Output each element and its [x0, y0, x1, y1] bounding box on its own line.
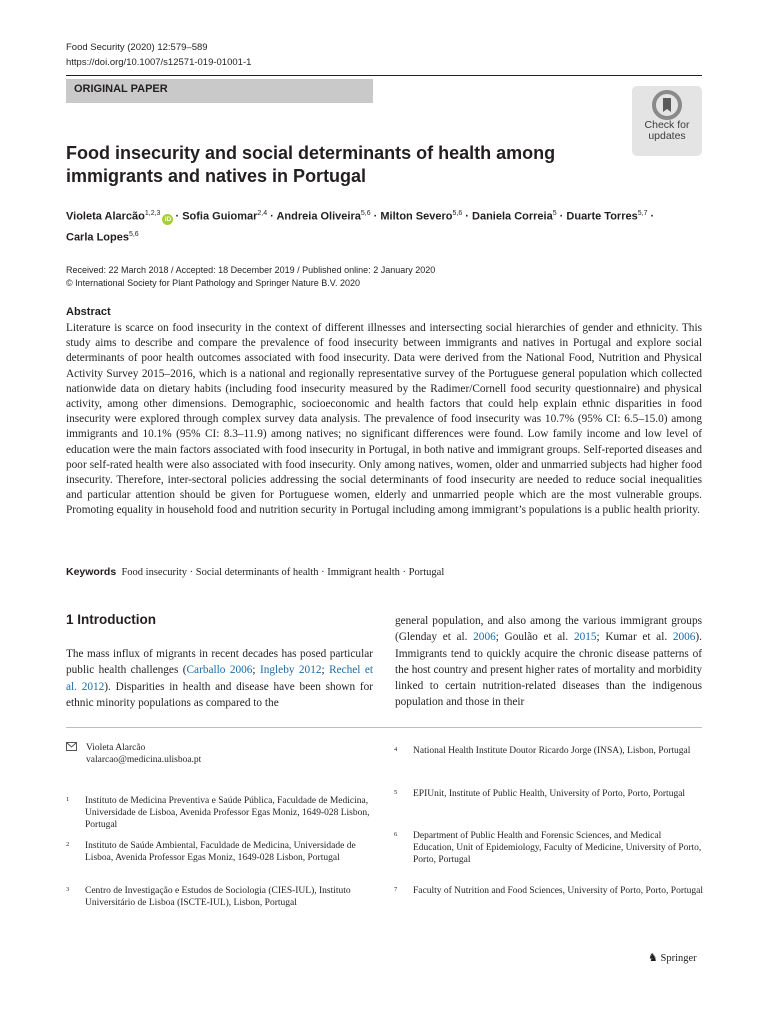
check-for-updates-badge[interactable] — [632, 86, 702, 156]
publisher-name: Springer — [660, 953, 697, 964]
intro-text: ; Goulão et al. — [495, 631, 574, 644]
author-affiliation: 5,6 — [360, 210, 371, 217]
author-affiliation: 5,6 — [128, 230, 139, 238]
affiliation — [394, 745, 704, 773]
citation-link[interactable]: 2006 — [473, 631, 496, 644]
author-name[interactable]: Daniela Correia — [472, 210, 553, 223]
article-title: Food insecurity and social determinants of health among immigrants and natives in Portugal — [66, 143, 556, 186]
dates-line: Received: 22 March 2018 / Accepted: 18 December 2019 / Published online: 2 January 2020 — [66, 265, 436, 275]
intro-text: ). Immigrants tend to quickly acquire the chronic disease patterns of the host country and present higher rates of mortality and morbidity linked to certain nutrition-related diseases than the indigenous population and those in their — [395, 631, 703, 709]
author-affiliation: 5 — [552, 210, 557, 217]
springer-horse-icon: ♞ — [648, 952, 658, 964]
affiliation-number: 5 — [394, 789, 398, 796]
intro-text: general population, and also among the various immigrant groups (Glenday et al. — [395, 615, 702, 644]
citation-link[interactable]: 2006 — [672, 631, 696, 644]
affiliation — [66, 795, 376, 835]
intro-text: ; — [252, 664, 260, 677]
orcid-icon[interactable]: iD — [162, 214, 173, 225]
citation-link[interactable]: Carballo 2006 — [186, 664, 253, 677]
affiliation-text: National Health Institute Doutor Ricardo Jorge (INSA), Lisbon, Portugal — [413, 746, 691, 756]
author-name[interactable]: Andreia Oliveira — [276, 210, 361, 223]
author-name[interactable]: Violeta Alarcão — [66, 210, 145, 223]
citation-link[interactable]: Ingleby 2012 — [259, 664, 322, 677]
corresponding-author — [86, 742, 376, 766]
citation-link[interactable]: 2015 — [573, 631, 597, 644]
author-name[interactable]: Milton Severo — [380, 210, 453, 223]
affiliation-text: Department of Public Health and Forensic Sciences, and Medical Education, Unit of Epidemiology, Faculty of Medicine, University of Porto, Porto, Portugal — [413, 831, 702, 865]
affiliation — [394, 885, 704, 913]
affiliation-text: Instituto de Saúde Ambiental, Faculdade de Medicina, Universidade de Lisboa, Avenida Professor Egas Moniz, 1649-028 Lisbon, Portugal — [85, 841, 356, 863]
publisher-logo — [648, 951, 697, 964]
author-affiliation: 2,4 — [257, 210, 268, 217]
affiliation-text: EPIUnit, Institute of Public Health, University of Porto, Porto, Portugal — [413, 789, 686, 799]
publication-history — [66, 264, 435, 290]
author-affiliation: 5,7 — [637, 210, 648, 217]
keywords-list: Food insecurity · Social determinants of health · Immigrant health · Portugal — [121, 567, 445, 578]
contact-email[interactable]: valarcao@medicina.ulisboa.pt — [86, 755, 202, 765]
abstract-heading: Abstract — [66, 306, 111, 318]
affiliation — [394, 830, 704, 870]
affiliation-text: Instituto de Medicina Preventiva e Saúde Pública, Faculdade de Medicina, Universidade de Lisboa, Avenida Professor Egas Moniz, 1649-028 Lisbon, Portugal — [85, 796, 370, 830]
intro-text: The mass influx of migrants in recent decades has posed particular public health challenges ( — [66, 648, 373, 677]
intro-text: ; Kumar et al. — [596, 631, 673, 644]
keywords-label: Keywords — [66, 566, 117, 578]
author-affiliation: 1,2,3 — [144, 210, 161, 217]
abstract-text: Literature is scarce on food insecurity in the context of different illnesses and intersecting social hierarchies of gender and ethnicity. This study aims to describe and compare the prevalence of food insecurity between immigrants and natives in Portugal and explore social determinants of poor health outcomes associated with food insecurity. Data were derived from the National Food, Nutrition and Physical Activity Survey 2015–2016, which is a national and regionally representative survey of the Portuguese general population which collected nationwide data on dietary habits (including food insecurity measured by the Radimer/Cornell food security questionnaire) and physical activity, among other dimensions. Demographic, socioeconomic and health factors that could help explain ethnic disparities in food insecurity were explored through complex survey data analysis. The prevalence of food insecurity was 10.7% (95% CI: 6.5–15.0) among immigrants and 10.1% (95% CI: 8.3–11.9) among natives; no significant differences were found. Low family income and low level of education were the main factors associated with food insecurity in Portugal, in both native and immigrant groups. Self-reported diseases and poor self-rated health were also associated with food insecurity. Only among natives, women, older and unmarried subjects had higher food insecurity. Therefore, inter-sectoral policies addressing the social determinants of food insecurity are needed to reduce social inequalities and particular attention should be given for Portuguese women, elderly and unmarried people which are the most vulnerable groups. Promoting equality in household food and nutrition security in Portugal including among immigrant’s populations is a public health priority. — [66, 322, 702, 517]
intro-text: ). Disparities in health and disease have been shown for ethnic minority populations as compared to the — [66, 680, 373, 709]
keywords — [66, 566, 702, 579]
affiliation-number: 6 — [394, 831, 398, 838]
journal-citation — [66, 40, 251, 70]
affiliation-number: 7 — [394, 886, 398, 893]
copyright-line: © International Society for Plant Pathology and Springer Nature B.V. 2020 — [66, 278, 360, 288]
affiliation-number: 2 — [66, 841, 70, 848]
affiliation — [66, 840, 376, 880]
author-name[interactable]: Sofia Guiomar — [182, 210, 258, 223]
header-rule — [66, 75, 702, 76]
intro-text: ; — [321, 664, 330, 677]
paper-type-banner: ORIGINAL PAPER — [66, 79, 373, 103]
envelope-icon — [66, 742, 77, 753]
contact-name: Violeta Alarcão — [86, 743, 146, 753]
affiliation-text: Centro de Investigação e Estudos de Sociologia (CIES-IUL), Instituto Universitário de Lisboa (ISCTE-IUL), Lisbon, Portugal — [85, 886, 351, 908]
affiliation — [66, 885, 376, 913]
section-heading-introduction: 1 Introduction — [66, 612, 156, 627]
check-updates-label: Check for updates — [644, 119, 690, 142]
affiliation-number: 4 — [394, 746, 398, 753]
affiliation — [394, 788, 704, 816]
doi-link[interactable]: https://doi.org/10.1007/s12571-019-01001-1 — [66, 57, 252, 68]
author-name[interactable]: Duarte Torres — [566, 210, 638, 223]
intro-column-left — [66, 646, 373, 711]
affiliation-text: Faculty of Nutrition and Food Sciences, University of Porto, Porto, Portugal — [413, 886, 703, 896]
author-list: Violeta Alarcão$^{1,2,3}$iD · Sofia Guiomar$^{2,4}$ · Andreia Oliveira$^{5,6}$ · Milton Severo$^{5,6}$ · Daniela Correia$^5$ · Duarte Torres$^{5,7}$ · Carla Lopes$^{5,6}$ — [66, 210, 655, 244]
affiliation-number: 1 — [66, 796, 70, 803]
journal-reference: Food Security (2020) 12:579–589 — [66, 42, 208, 53]
citation-link[interactable]: Rechel et al. 2012 — [66, 664, 373, 693]
footnote-rule — [66, 727, 702, 728]
bookmark-ring-icon — [652, 90, 682, 120]
affiliation-number: 3 — [66, 886, 70, 893]
author-affiliation: 5,6 — [452, 210, 463, 217]
intro-column-right — [395, 613, 702, 711]
author-name[interactable]: Carla Lopes — [66, 231, 129, 244]
